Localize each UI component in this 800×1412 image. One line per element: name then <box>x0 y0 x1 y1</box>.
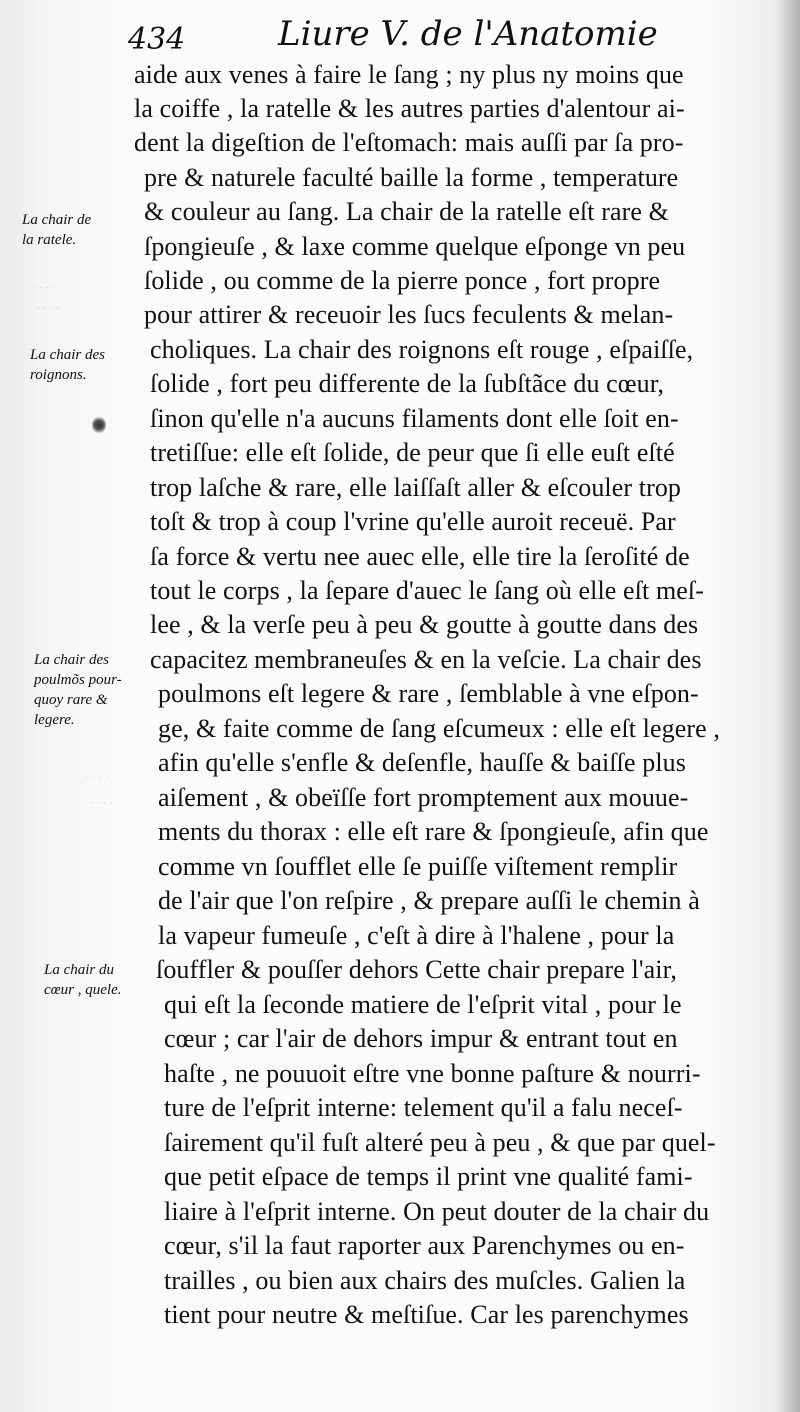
text-line: liaire à l'eſprit interne. On peut douter de la chair du <box>164 1197 710 1226</box>
margin-note-line: La chair des <box>34 652 109 668</box>
text-line: aide aux venes à faire le ſang ; ny plus ny moins que <box>134 60 684 89</box>
text-line: tretiſſue: elle eſt ſolide, de peur que ſi elle euſt eſté <box>150 438 675 467</box>
text-line: ſairement qu'il fuſt alteré peu à peu , & que par quel- <box>164 1128 716 1157</box>
text-line: capacitez membraneuſes & en la veſcie. La chair des <box>150 645 702 674</box>
margin-note-line: La chair de <box>22 212 92 228</box>
ink-blot <box>92 416 106 434</box>
margin-note-line: poulmõs pour- <box>34 672 122 688</box>
running-head: Liure V. de l'Anatomie <box>278 14 658 54</box>
text-line: de l'air que l'on reſpire , & prepare auſſi le chemin à <box>158 886 700 915</box>
page-number: 434 <box>128 22 186 57</box>
text-line: ſpongieuſe , & laxe comme quelque eſponge vn peu <box>144 232 686 261</box>
text-line: cœur ; car l'air de dehors impur & entrant tout en <box>164 1024 678 1053</box>
text-line: haſte , ne pouuoit eſtre vne bonne paſture & nourri- <box>164 1059 701 1088</box>
margin-note <box>34 650 122 730</box>
text-line: ture de l'eſprit interne: telement qu'il a falu neceſ- <box>164 1093 683 1122</box>
text-line: lee , & la verſe peu à peu & goutte à goutte dans des <box>150 610 699 639</box>
text-line: tient pour neutre & meſtiſue. Car les parenchymes <box>164 1300 689 1329</box>
bleed-through-mark: · · · · <box>86 770 109 785</box>
text-line: la coiffe , la ratelle & les autres parties d'alentour ai- <box>134 94 685 123</box>
text-line: ſouffler & pouſſer dehors Cette chair prepare l'air, <box>156 955 677 984</box>
text-line: ſolide , fort peu differente de la ſubſtãce du cœur, <box>150 369 665 398</box>
text-line: afin qu'elle s'enfle & deſenfle, hauſſe & baiſſe plus <box>158 748 686 777</box>
text-line: ſinon qu'elle n'a aucuns filaments dont elle ſoit en- <box>150 404 679 433</box>
margin-note <box>30 345 105 385</box>
margin-note-line: quoy rare & <box>34 692 108 708</box>
text-line: comme vn ſoufflet elle ſe puiſſe viſtement remplir <box>158 852 678 881</box>
text-line: aiſement , & obeïſſe fort promptement aux mouue- <box>158 783 689 812</box>
text-line: ments du thorax : elle eſt rare & ſpongieuſe, afin que <box>158 817 709 846</box>
bleed-through-mark: · · · · <box>32 280 55 295</box>
text-line: poulmons eſt legere & rare , ſemblable à vne eſpon- <box>158 679 699 708</box>
text-line: ſolide , ou comme de la pierre ponce , fort propre <box>144 266 661 295</box>
page-edge-shadow <box>778 0 800 1412</box>
margin-note <box>44 960 121 1000</box>
bleed-through-mark: · · · · <box>90 795 113 810</box>
text-line: choliques. La chair des roignons eſt rouge , eſpaiſſe, <box>150 335 694 364</box>
bleed-through-mark: · · · · <box>36 300 59 315</box>
text-line: pour attirer & receuoir les ſucs feculents & melan- <box>144 300 674 329</box>
text-line: trailles , ou bien aux chairs des muſcles. Galien la <box>164 1266 686 1295</box>
text-line: qui eſt la ſeconde matiere de l'eſprit vital , pour le <box>164 990 682 1019</box>
page-header <box>128 14 728 64</box>
text-line: la vapeur fumeuſe , c'eſt à dire à l'halene , pour la <box>158 921 675 950</box>
text-line: ge, & faite comme de ſang eſcumeux : elle eſt legere , <box>158 714 720 743</box>
margin-note-line: cœur , quele. <box>44 982 122 998</box>
text-line: toſt & trop à coup l'vrine qu'elle auroit receuë. Par <box>150 507 676 536</box>
margin-note-line: La chair du <box>44 962 115 978</box>
text-line: dent la digeſtion de l'eſtomach: mais auſſi par ſa pro- <box>134 128 684 157</box>
text-line: cœur, s'il la faut raporter aux Parenchymes ou en- <box>164 1231 685 1260</box>
margin-note-line: legere. <box>34 712 75 728</box>
margin-note-line: La chair des <box>30 347 105 363</box>
text-line: trop laſche & rare, elle laiſſaſt aller & eſcouler trop <box>150 473 682 502</box>
text-line: tout le corps , la ſepare d'auec le ſang où elle eſt meſ- <box>150 576 704 605</box>
margin-note <box>22 210 91 250</box>
text-line: pre & naturele faculté baille la forme , temperature <box>144 163 679 192</box>
text-line: & couleur au ſang. La chair de la ratelle eſt rare & <box>144 197 669 226</box>
margin-note-line: roignons. <box>30 367 87 383</box>
margin-note-line: la ratele. <box>22 232 77 248</box>
text-line: ſa force & vertu nee auec elle, elle tire la ſeroſité de <box>150 542 690 571</box>
text-line: que petit eſpace de temps il print vne qualité fami- <box>164 1162 693 1191</box>
